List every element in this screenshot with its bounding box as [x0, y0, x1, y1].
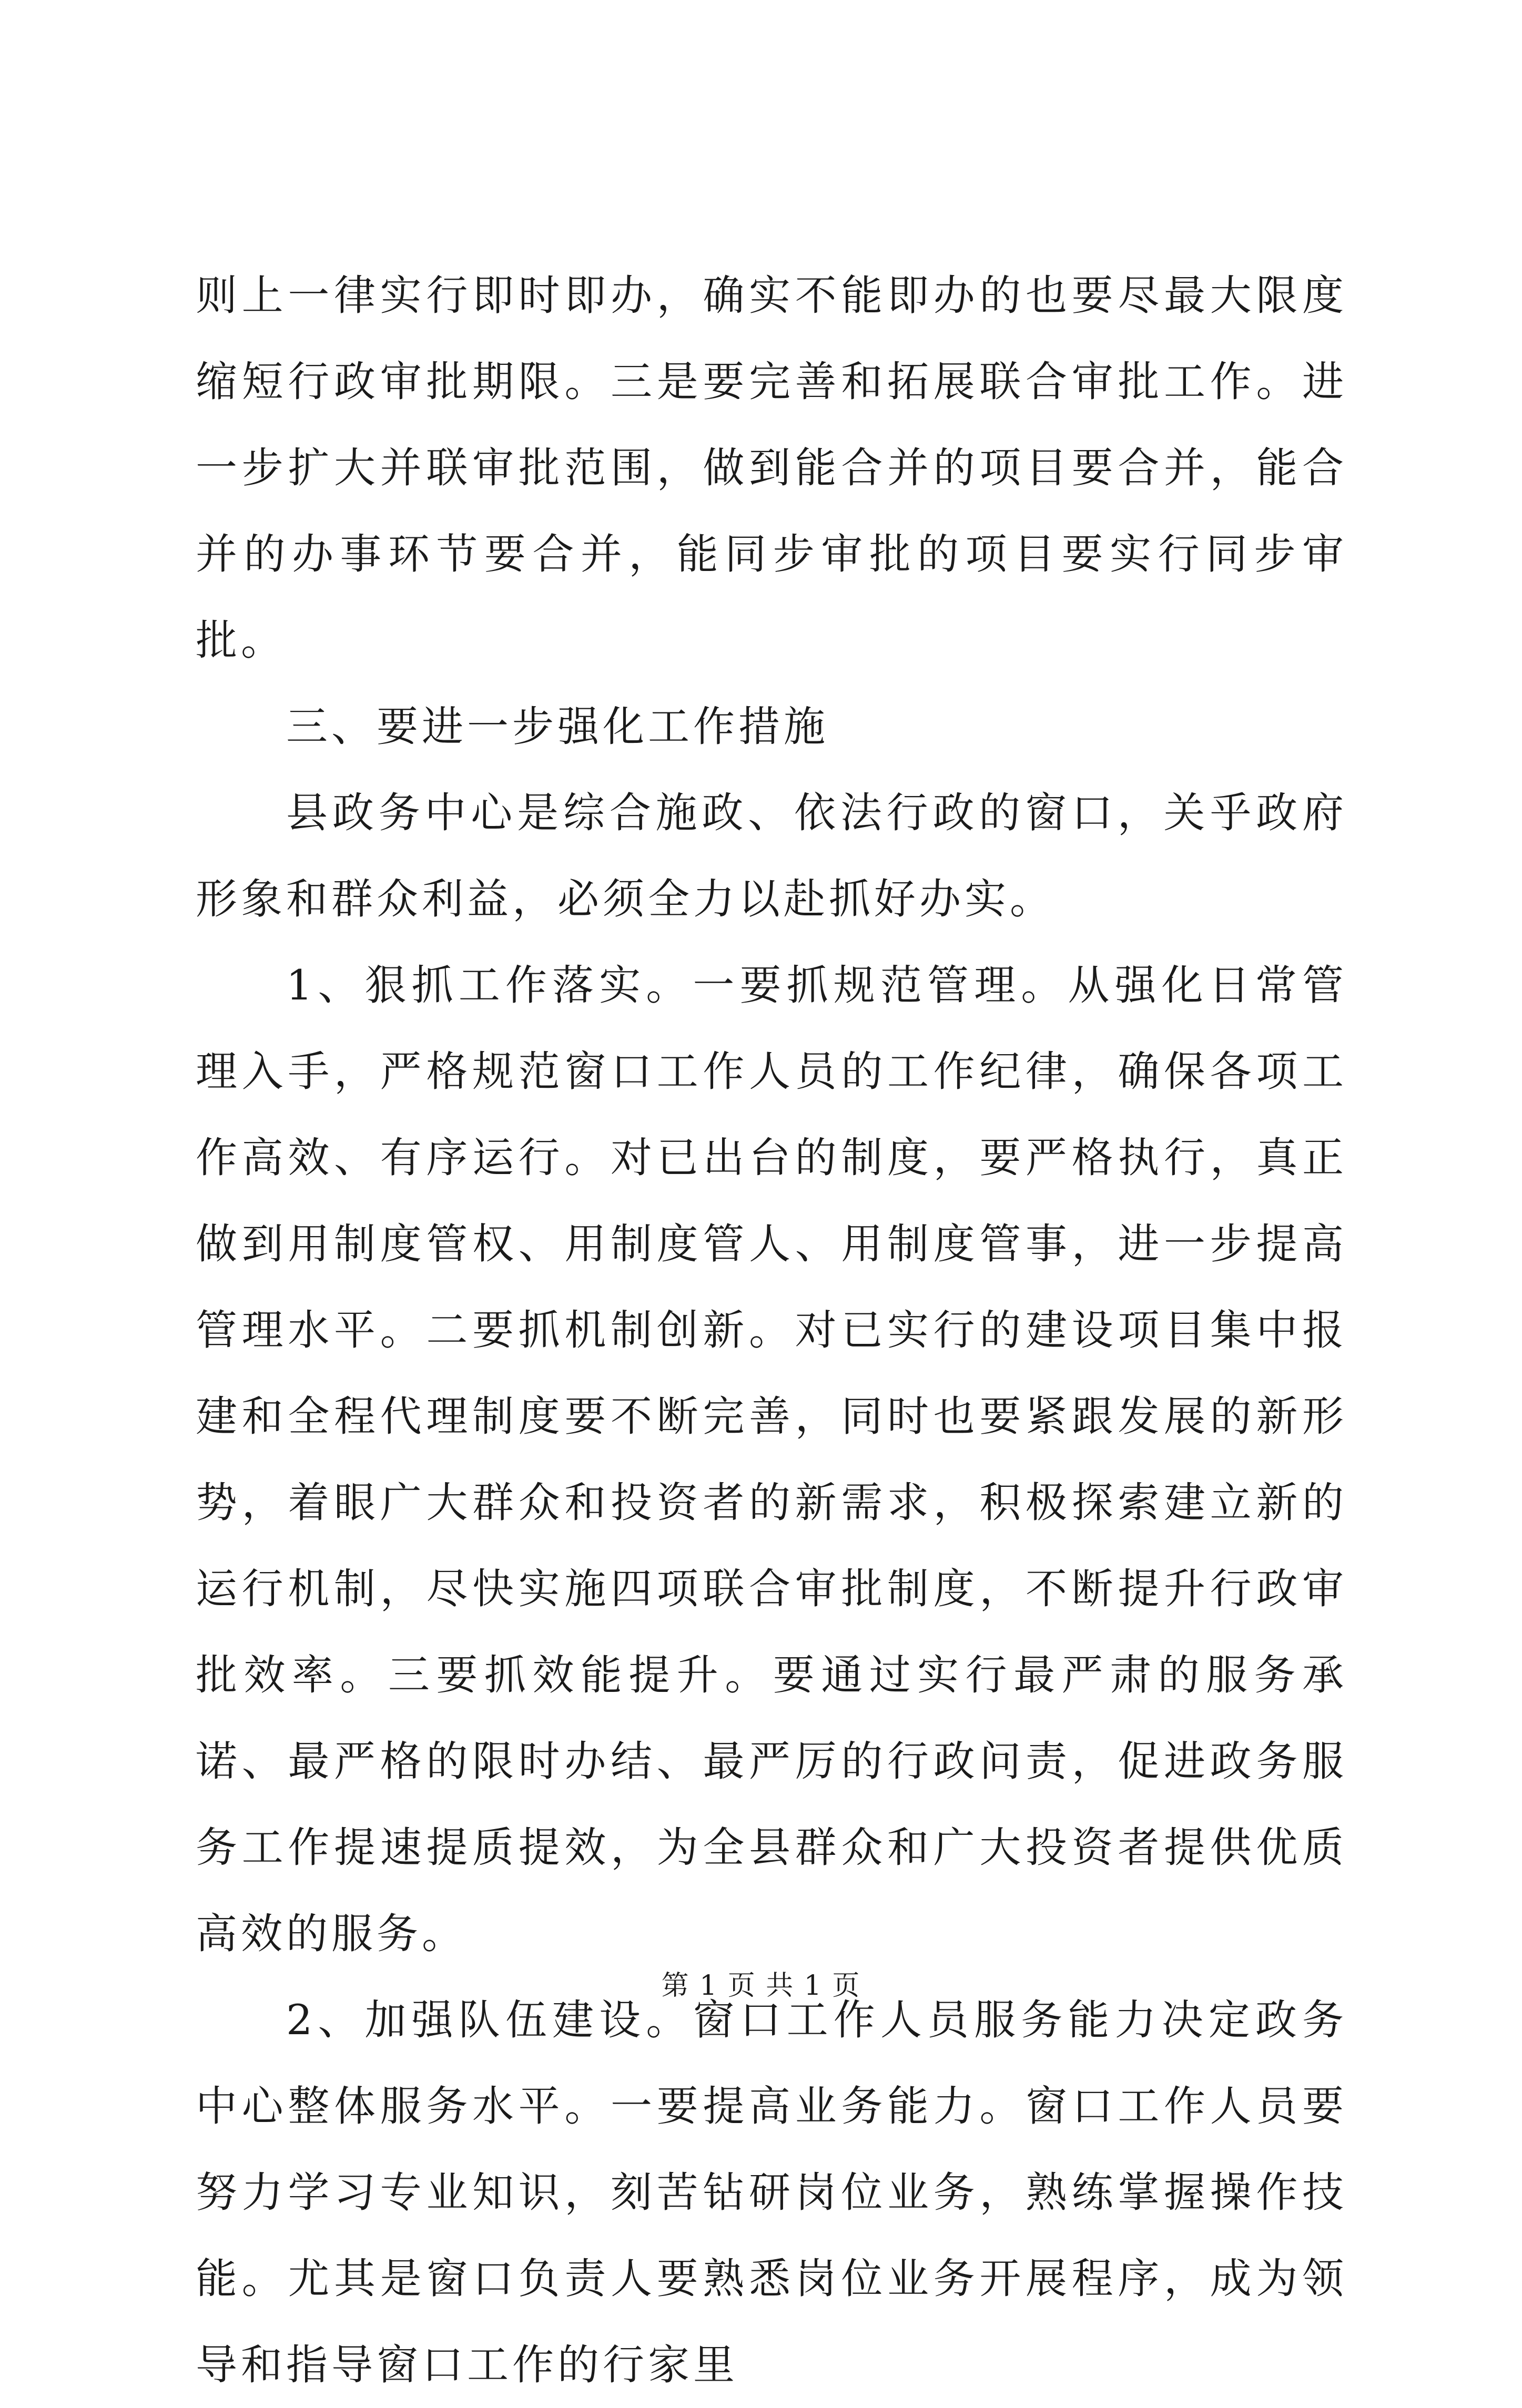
paragraph-item-2: 2、加强队伍建设。窗口工作人员服务能力决定政务中心整体服务水平。一要提高业务能力。窗口工作人员要努力学习专业知识，刻苦钻研岗位业务，熟练掌握操作技能。尤其是窗口负责人要熟悉岗位业务开展程序，成为领导和指导窗口工作的行家里	[196, 1996, 1347, 2389]
page-number-label: 第 1 页 共 1 页	[661, 1970, 861, 2002]
paragraph-item-1: 1、狠抓工作落实。一要抓规范管理。从强化日常管理入手，严格规范窗口工作人员的工作纪律，确保各项工作高效、有序运行。对已出台的制度，要严格执行，真正做到用制度管权、用制度管人、用制度管事，进一步提高管理水平。二要抓机制创新。对已实行的建设项目集中报建和全程代理制度要不断完善，同时也要紧跟发展的新形势，着眼广大群众和投资者的新需求，积极探索建立新的运行机制，尽快实施四项联合审批制度，不断提升行政审批效率。三要抓效能提升。要通过实行最严肃的服务承诺、最严格的限时办结、最严厉的行政问责，促进政务服务工作提速提质提效，为全县群众和广大投资者提供优质高效的服务。	[196, 961, 1347, 1958]
document-body	[196, 252, 1347, 2408]
paragraph-continuation: 则上一律实行即时即办，确实不能即办的也要尽最大限度缩短行政审批期限。三是要完善和拓展联合审批工作。进一步扩大并联审批范围，做到能合并的项目要合并，能合并的办事环节要合并，能同步审批的项目要实行同步审批。	[196, 271, 1347, 665]
paragraph-intro: 县政务中心是综合施政、依法行政的窗口，关乎政府形象和群众利益，必须全力以赴抓好办实。	[196, 789, 1347, 923]
section-heading: 三、要进一步强化工作措施	[286, 702, 829, 751]
page-footer	[0, 1967, 1522, 2004]
